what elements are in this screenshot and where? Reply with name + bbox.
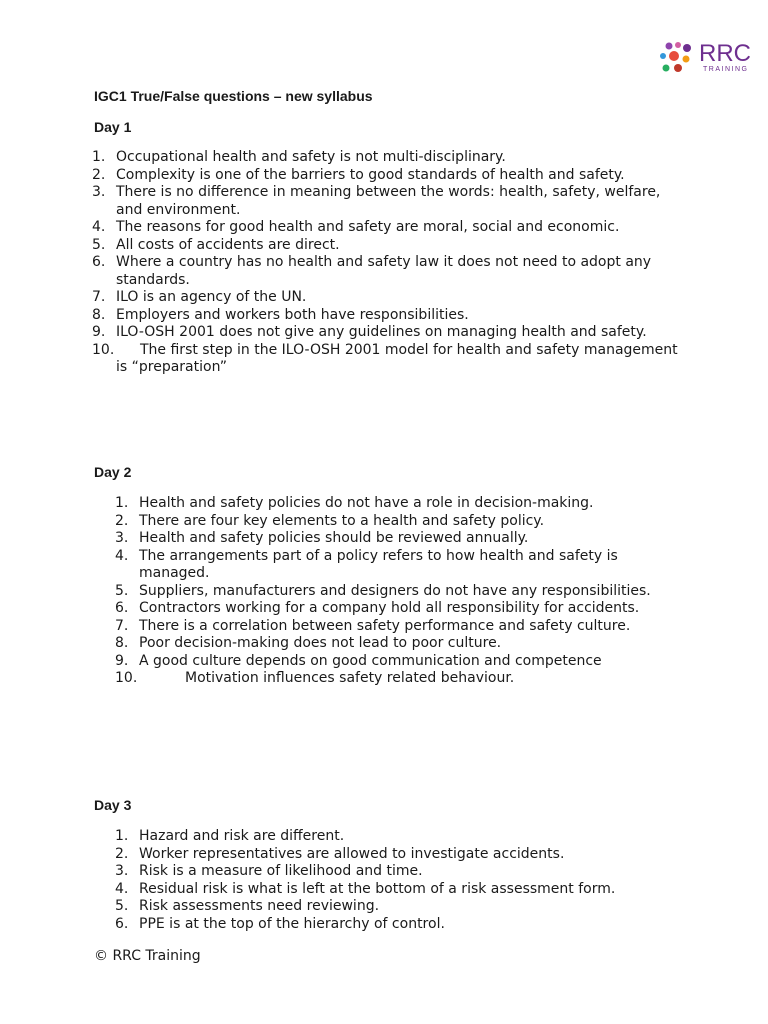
question-text: Risk assessments need reviewing. <box>139 898 380 914</box>
question-item <box>0 219 768 237</box>
day-3-heading: Day 3 <box>94 797 132 813</box>
question-item <box>0 670 768 688</box>
day-3-question-list <box>0 828 768 933</box>
day-2-heading: Day 2 <box>94 464 132 480</box>
question-number: 9. <box>92 324 106 340</box>
question-text: ILO is an agency of the UN. <box>116 289 307 305</box>
question-text: The first step in the ILO-OSH 2001 model for health and safety management is “preparation” <box>116 341 678 375</box>
question-text: Hazard and risk are different. <box>139 828 345 844</box>
question-text: Health and safety policies do not have a role in decision-making. <box>139 495 594 511</box>
question-number: 7. <box>115 617 129 634</box>
question-number: 4. <box>92 219 106 235</box>
question-text: A good culture depends on good communication and competence <box>139 652 602 669</box>
logo-ball <box>660 53 666 59</box>
question-number: 2. <box>115 845 129 862</box>
question-item <box>0 324 768 342</box>
question-item <box>0 513 768 531</box>
question-text: Employers and workers both have responsibilities. <box>116 306 469 323</box>
day-1-heading: Day 1 <box>94 119 132 135</box>
question-item <box>0 600 768 618</box>
logo-ball <box>683 44 691 52</box>
question-number: 9. <box>115 652 129 669</box>
question-item <box>0 254 768 289</box>
day-1-question-list <box>0 149 768 377</box>
question-number: 8. <box>92 306 106 323</box>
logo-ball <box>675 42 681 48</box>
logo-balls-icon <box>657 40 697 76</box>
question-item <box>0 342 768 377</box>
question-text: Worker representatives are allowed to investigate accidents. <box>139 845 565 862</box>
question-item <box>0 635 768 653</box>
question-number: 10. <box>115 670 138 686</box>
question-item <box>0 898 768 916</box>
question-text: Motivation influences safety related behaviour. <box>185 670 515 686</box>
question-number: 7. <box>92 289 106 305</box>
question-number: 6. <box>92 254 106 270</box>
question-item <box>0 530 768 548</box>
question-item <box>0 548 768 583</box>
logo-subtitle: TRAINING <box>703 66 749 73</box>
footer-copyright: © RRC Training <box>94 948 201 964</box>
question-text: There are four key elements to a health and safety policy. <box>139 512 545 529</box>
document-title: IGC1 True/False questions – new syllabus <box>94 88 373 104</box>
question-number: 5. <box>92 236 106 253</box>
question-number: 10. <box>92 341 115 358</box>
question-item <box>0 149 768 167</box>
question-item <box>0 828 768 846</box>
question-text: Suppliers, manufacturers and designers do not have any responsibilities. <box>139 582 651 599</box>
question-number: 2. <box>92 166 106 183</box>
question-text: Risk is a measure of likelihood and time. <box>139 863 423 879</box>
question-text: There is no difference in meaning between the words: health, safety, welfare, and environment. <box>116 184 661 218</box>
question-item <box>0 846 768 864</box>
question-item <box>0 307 768 325</box>
question-number: 3. <box>92 184 106 200</box>
question-number: 6. <box>115 915 129 932</box>
question-text: The arrangements part of a policy refers to how health and safety is managed. <box>139 547 618 581</box>
question-text: Poor decision-making does not lead to poor culture. <box>139 635 502 651</box>
logo-name: RRC <box>699 40 751 67</box>
question-text: Residual risk is what is left at the bottom of a risk assessment form. <box>139 880 616 897</box>
question-number: 5. <box>115 898 129 914</box>
question-text: ILO-OSH 2001 does not give any guidelines on managing health and safety. <box>116 324 647 340</box>
question-item <box>0 583 768 601</box>
question-text: Occupational health and safety is not multi-disciplinary. <box>116 149 506 165</box>
question-number: 6. <box>115 600 129 616</box>
question-number: 3. <box>115 863 129 879</box>
question-item <box>0 184 768 219</box>
day-2-question-list <box>0 495 768 688</box>
question-text: Complexity is one of the barriers to good standards of health and safety. <box>116 166 625 183</box>
logo-ball <box>663 65 670 72</box>
question-text: Health and safety policies should be reviewed annually. <box>139 530 529 546</box>
question-number: 4. <box>115 547 129 564</box>
question-text: Contractors working for a company hold all responsibility for accidents. <box>139 600 640 616</box>
question-number: 1. <box>115 828 129 844</box>
question-item <box>0 653 768 671</box>
logo-ball <box>674 64 682 72</box>
question-number: 4. <box>115 880 129 897</box>
question-item <box>0 881 768 899</box>
logo-ball <box>683 56 690 63</box>
question-text: Where a country has no health and safety law it does not need to adopt any standards. <box>116 254 652 288</box>
question-item <box>0 618 768 636</box>
question-text: There is a correlation between safety performance and safety culture. <box>139 617 631 634</box>
question-text: PPE is at the top of the hierarchy of control. <box>139 915 445 932</box>
question-item <box>0 495 768 513</box>
question-number: 8. <box>115 635 129 651</box>
question-item <box>0 237 768 255</box>
question-text: The reasons for good health and safety are moral, social and economic. <box>116 219 620 235</box>
question-item <box>0 167 768 185</box>
question-number: 5. <box>115 582 129 599</box>
question-number: 3. <box>115 530 129 546</box>
question-number: 1. <box>115 495 129 511</box>
question-number: 1. <box>92 149 106 165</box>
logo-ball <box>666 43 673 50</box>
question-item <box>0 289 768 307</box>
question-text: All costs of accidents are direct. <box>116 236 340 253</box>
question-item <box>0 863 768 881</box>
rrc-logo <box>657 40 757 76</box>
question-item <box>0 916 768 934</box>
question-number: 2. <box>115 512 129 529</box>
logo-ball <box>669 51 679 61</box>
